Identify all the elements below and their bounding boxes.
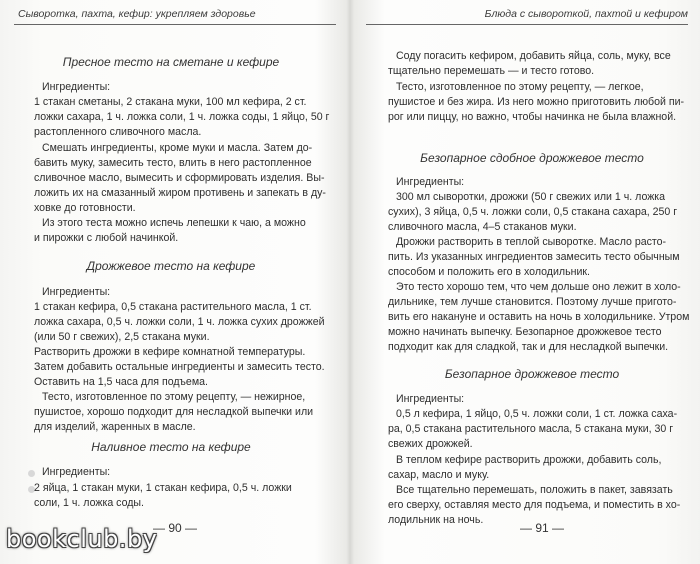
text-line: растопленного сливочного масла. <box>34 126 202 138</box>
text-line: Ингредиенты: <box>42 466 111 478</box>
recipe-heading: Безопарное сдобное дрожжевое тесто <box>420 151 644 165</box>
text-line: 1 стакан кефира, 0,5 стакана растительного масла, 1 ст. <box>34 301 312 313</box>
text-line: способом и положить его в холодильник. <box>388 266 590 278</box>
text-line: Тесто, изготовленное по этому рецепту, — легкое, <box>396 81 644 93</box>
text-line: бавить муку, замесить тесто, влить в него растопленное <box>34 157 312 169</box>
text-line: сливочное масло, вымесить и сформировать изделия. Вы- <box>34 172 325 184</box>
text-line: 2 яйца, 1 стакан муки, 1 стакан кефира, 0,5 ч. ложки <box>34 482 292 494</box>
text-line: ложить их на смазанный жиром противень и запекать в ду- <box>34 187 326 199</box>
recipe-heading: Безопарное дрожжевое тесто <box>444 367 620 381</box>
text-line: Соду погасить кефиром, добавить яйца, соль, муку, все <box>396 50 671 62</box>
header-rule <box>14 24 336 25</box>
text-line: лодильник на ночь. <box>388 514 484 526</box>
recipe-heading: Дрожжевое тесто на кефире <box>86 259 256 273</box>
text-line: Все тщательно перемешать, положить в пакет, завязать <box>396 484 673 496</box>
header-rule <box>366 24 688 25</box>
text-line: Оставить на 1,5 часа для подъема. <box>34 376 208 388</box>
recipe-heading: Наливное тесто на кефире <box>91 440 251 454</box>
text-line: сахар, масло и муку. <box>388 469 490 481</box>
text-line: рог или пиццу, но важно, чтобы начинка не была влажной. <box>388 111 677 123</box>
text-line: 0,5 л кефира, 1 яйцо, 0,5 ч. ложки соли, 1 ст. ложка саха- <box>396 408 678 420</box>
text-line: ложка сахара, 0,5 ч. ложки соли, 1 ч. ложка сухих дрожжей <box>34 316 325 328</box>
text-line: для изделий, жаренных в масле. <box>34 421 196 433</box>
text-line: вить его накануне и оставить на ночь в холодильнике. Утром <box>388 311 690 323</box>
text-line: свежих дрожжей. <box>388 438 473 450</box>
site-watermark: bookclub.by <box>6 525 158 553</box>
text-line: сухих), 3 яйца, 0,5 ч. ложки соли, 0,5 стакана сахара, 250 г <box>388 206 678 218</box>
text-line: Затем добавить остальные ингредиенты и замесить тесто. <box>34 361 325 373</box>
text-line: ложки сахара, 1 ч. ложка соли, 1 ч. ложка соды, 1 яйцо, 50 г <box>34 111 330 123</box>
text-line: можно начинать выпечку. Безопарное дрожжевое тесто <box>388 326 662 338</box>
text-line: Ингредиенты: <box>42 81 111 93</box>
running-head: Блюда с сывороткой, пахтой и кефиром <box>484 8 688 20</box>
text-line: Это тесто хорошо тем, что чем дольше оно лежит в холо- <box>396 281 681 293</box>
text-line: дильнике, тем лучше становится. Поэтому лучше пригото- <box>388 296 677 308</box>
smudge-mark <box>28 470 35 477</box>
text-line: подходит как для сладкой, так и для несладкой выпечки. <box>388 341 669 353</box>
text-line: и пирожки с любой начинкой. <box>34 232 179 244</box>
text-line: 1 стакан сметаны, 2 стакана муки, 100 мл кефира, 2 ст. <box>34 96 307 108</box>
text-line: (или 50 г свежих), 2,5 стакана муки. <box>34 331 210 343</box>
text-line: В теплом кефире растворить дрожжи, добавить соль, <box>396 454 662 466</box>
text-line: тщательно перемешать — и тесто готово. <box>388 65 595 77</box>
text-line: ховке до готовности. <box>34 202 136 214</box>
right-page <box>352 0 700 564</box>
recipe-heading: Пресное тесто на сметане и кефире <box>62 55 280 69</box>
page-number: — 91 — <box>520 521 565 535</box>
text-line: Ингредиенты: <box>396 176 465 188</box>
text-line: пушистое и без жира. Из него можно приготовить любой пи- <box>388 96 685 108</box>
text-line: 300 мл сыворотки, дрожжи (50 г свежих или 1 ч. ложка <box>396 191 666 203</box>
text-line: ра, 0,5 стакана растительного масла, 5 стакана муки, 30 г <box>388 423 674 435</box>
text-line: сливочного масла, 4–5 стаканов муки. <box>388 221 577 233</box>
text-line: пить. Из указанных ингредиентов замесить тесто обычным <box>388 251 680 263</box>
text-line: Ингредиенты: <box>396 393 465 405</box>
text-line: соли, 1 ч. ложка соды. <box>34 497 144 509</box>
running-head: Сыворотка, пахта, кефир: укрепляем здоровье <box>18 8 256 20</box>
text-line: его сверху, оставляя место для подъема, и поместить в хо- <box>388 499 681 511</box>
text-line: Смешать ингредиенты, кроме муки и масла. Затем до- <box>42 142 313 154</box>
text-line: Ингредиенты: <box>42 286 111 298</box>
page-number: — 90 — <box>153 521 198 535</box>
text-line: пушистое, хорошо подходит для несладкой выпечки или <box>34 406 314 418</box>
text-line: Растворить дрожжи в кефире комнатной температуры. <box>34 346 306 358</box>
text-line: Из этого теста можно испечь лепешки к чаю, а можно <box>42 217 306 229</box>
text-line: Дрожжи растворить в теплой сыворотке. Масло расто- <box>396 236 667 248</box>
text-line: Тесто, изготовленное по этому рецепту, — нежирное, <box>42 391 306 403</box>
